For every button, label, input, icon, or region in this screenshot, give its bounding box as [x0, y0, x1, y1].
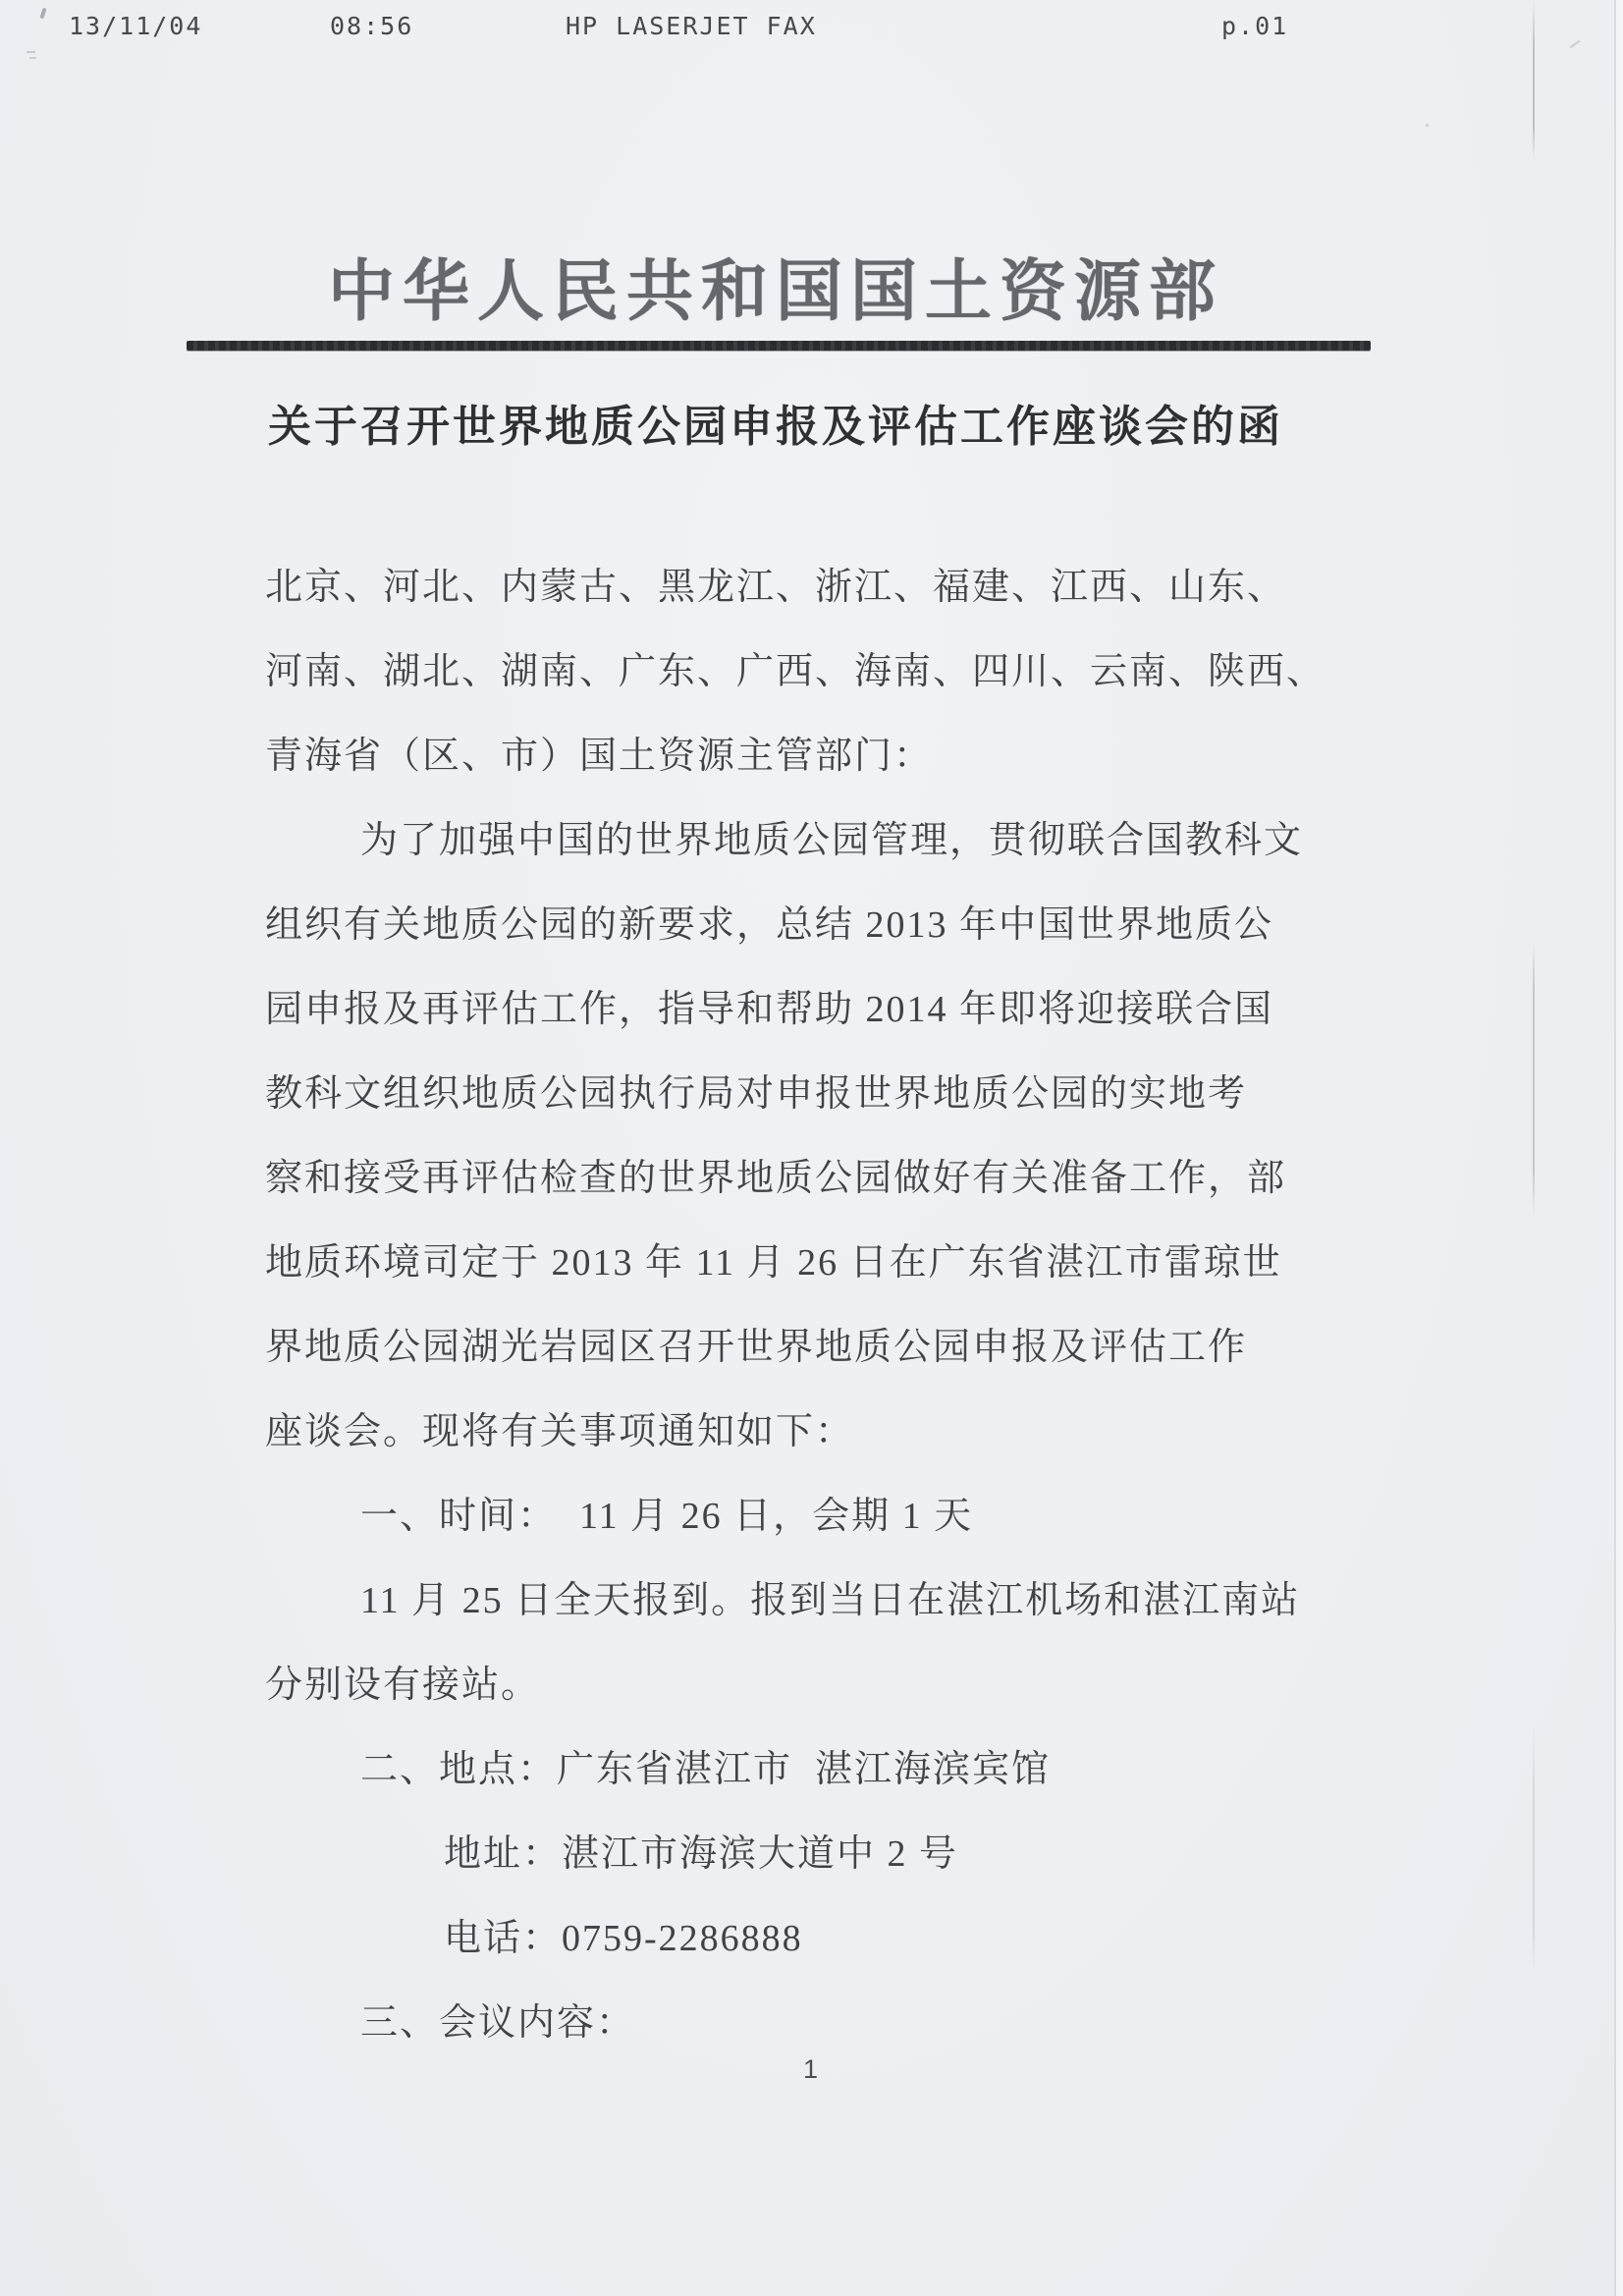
- letterhead-org-title: 中华人民共和国国土资源部: [327, 254, 1223, 329]
- body-line-para-6: 地质环境司定于 2013 年 11 月 26 日在广东省湛江市雷琼世: [265, 1242, 1282, 1284]
- body-line-checkin-2: 分别设有接站。: [265, 1665, 541, 1706]
- body-line-para-8: 座谈会。现将有关事项通知如下：: [265, 1411, 855, 1452]
- fax-device-name: HP LASERJET FAX: [566, 12, 817, 40]
- scan-speck: [27, 51, 35, 53]
- body-line-item-1-time: 一、时间： 11 月 26 日，会期 1 天: [360, 1496, 974, 1537]
- body-line-phone: 电话：0759-2286888: [444, 1918, 803, 1959]
- document-body: [265, 545, 1375, 2065]
- body-line-checkin-1: 11 月 25 日全天报到。报到当日在湛江机场和湛江南站: [360, 1580, 1301, 1621]
- body-line-para-2: 组织有关地质公园的新要求，总结 2013 年中国世界地质公: [265, 904, 1274, 946]
- page-number: 1: [803, 2054, 819, 2084]
- fax-time: 08:56: [330, 12, 414, 40]
- body-line-para-5: 察和接受再评估检查的世界地质公园做好有关准备工作，部: [265, 1158, 1287, 1199]
- body-line-item-3-agenda: 三、会议内容：: [360, 2002, 636, 2044]
- body-line-address: 地址：湛江市海滨大道中 2 号: [444, 1833, 959, 1875]
- body-line-para-4: 教科文组织地质公园执行局对申报世界地质公园的实地考: [265, 1073, 1248, 1115]
- fax-header: [0, 12, 1623, 47]
- body-line-item-2-place: 二、地点：广东省湛江市 湛江海滨宾馆: [360, 1749, 1052, 1790]
- body-line-para-3: 园申报及再评估工作，指导和帮助 2014 年即将迎接联合国: [265, 989, 1274, 1030]
- body-line-para-1: 为了加强中国的世界地质公园管理，贯彻联合国教科文: [360, 820, 1304, 861]
- letterhead-rule: [187, 341, 1371, 351]
- page-edge-strip: [1616, 0, 1623, 2296]
- scan-vertical-line-artifact: [1533, 0, 1535, 2296]
- scan-speck: [29, 57, 36, 59]
- body-line-recipients-3: 青海省（区、市）国土资源主管部门：: [265, 736, 934, 777]
- fax-date: 13/11/04: [69, 12, 203, 40]
- fax-page-indicator: p.01: [1221, 12, 1289, 40]
- body-line-recipients-2: 河南、湖北、湖南、广东、广西、海南、四川、云南、陕西、: [265, 651, 1326, 692]
- body-line-para-7: 界地质公园湖光岩园区召开世界地质公园申报及评估工作: [265, 1327, 1248, 1368]
- scan-speck: [1426, 124, 1429, 127]
- body-line-recipients-1: 北京、河北、内蒙古、黑龙江、浙江、福建、江西、山东、: [265, 567, 1287, 608]
- document-subject-title: 关于召开世界地质公园申报及评估工作座谈会的函: [268, 403, 1283, 451]
